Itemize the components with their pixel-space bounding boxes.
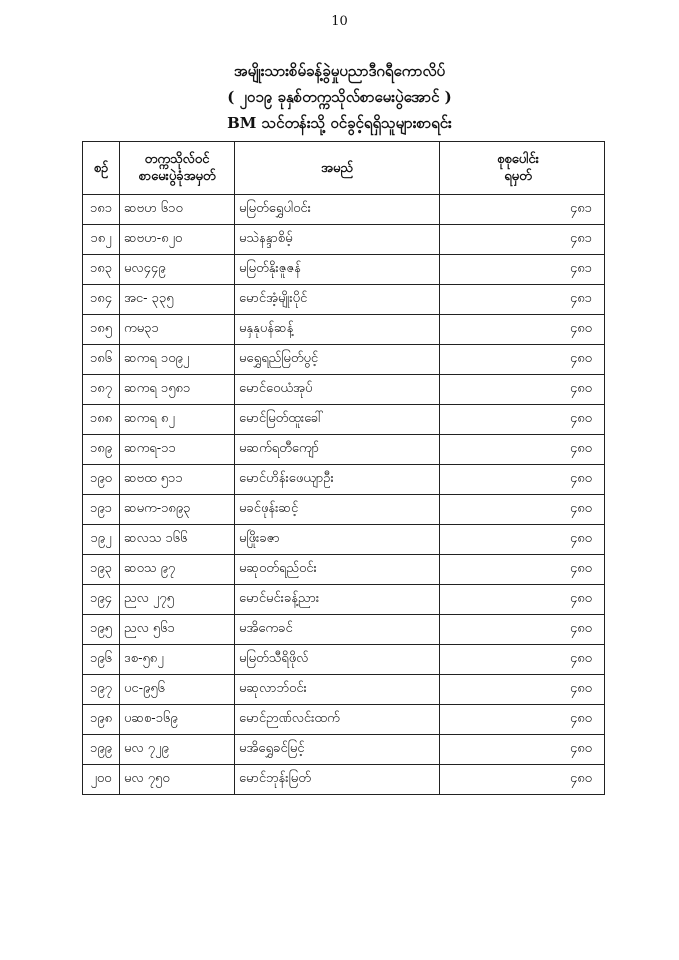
roll-number-cell: မလ၄၄၉ — [120, 255, 235, 285]
total-marks-cell: ၄၈၁ — [440, 195, 605, 225]
total-marks-cell: ၄၈၀ — [440, 555, 605, 585]
header-serial-no: စဉ် — [83, 142, 120, 195]
header-name: အမည် — [235, 142, 440, 195]
serial-no-cell: ၁၈၂ — [83, 225, 120, 255]
roll-number-cell: ဆကရ ၈၂ — [120, 405, 235, 435]
admission-table — [82, 141, 605, 795]
name-cell: မခင်ဖုန်းဆင့် — [235, 495, 440, 525]
total-marks-cell: ၄၈၀ — [440, 645, 605, 675]
total-marks-cell: ၄၈၀ — [440, 465, 605, 495]
page-number: 10 — [331, 14, 348, 29]
roll-number-cell: ပဆစ-၁၆၉ — [120, 705, 235, 735]
roll-number-cell: ပင-၉၅၆ — [120, 675, 235, 705]
roll-number-cell: မလ ၇၅၀ — [120, 765, 235, 795]
table-row — [83, 645, 605, 675]
total-marks-cell: ၄၈၀ — [440, 615, 605, 645]
name-cell: မောင်ဝေယံအုပ် — [235, 375, 440, 405]
table-row — [83, 315, 605, 345]
serial-no-cell: ၁၉၃ — [83, 555, 120, 585]
roll-number-cell: ညလ ၂၇၅ — [120, 585, 235, 615]
serial-no-cell: ၁၈၉ — [83, 435, 120, 465]
total-marks-cell: ၄၈၀ — [440, 435, 605, 465]
name-cell: မနှနုပန်ဆန့် — [235, 315, 440, 345]
table-row — [83, 495, 605, 525]
table-row — [83, 615, 605, 645]
serial-no-cell: ၂၀၀ — [83, 765, 120, 795]
admission-list-title: BM သင်တန်းသို့ ဝင်ခွင့်ရရှိသူများစာရင်း — [227, 114, 452, 132]
serial-no-cell: ၁၉၂ — [83, 525, 120, 555]
name-cell: မအိကေခင် — [235, 615, 440, 645]
roll-number-cell: ဆဗထ ၅၁၁ — [120, 465, 235, 495]
table-row — [83, 765, 605, 795]
name-cell: မောင်မင်းခန့်ညား — [235, 585, 440, 615]
serial-no-cell: ၁၉၈ — [83, 705, 120, 735]
total-marks-cell: ၄၈၀ — [440, 405, 605, 435]
serial-no-cell: ၁၈၆ — [83, 345, 120, 375]
total-marks-cell: ၄၈၀ — [440, 585, 605, 615]
header-total-marks — [440, 142, 605, 195]
name-cell: မဖြိုးခဇာ — [235, 525, 440, 555]
total-marks-cell: ၄၈၀ — [440, 675, 605, 705]
total-marks-cell: ၄၈၁ — [440, 255, 605, 285]
total-marks-cell: ၄၈၁ — [440, 225, 605, 255]
roll-number-cell: ဆကရ ၁၅၈၁ — [120, 375, 235, 405]
serial-no-cell: ၁၉၁ — [83, 495, 120, 525]
name-cell: မောင်ဉာဏ်လင်းထက် — [235, 705, 440, 735]
table-body — [83, 195, 605, 795]
name-cell: မမြတ်သီရိဖိုလ် — [235, 645, 440, 675]
total-marks-cell: ၄၈၀ — [440, 735, 605, 765]
table-row — [83, 435, 605, 465]
table-row — [83, 405, 605, 435]
total-marks-cell: ၄၈၁ — [440, 285, 605, 315]
roll-number-cell: ဆဝသ ၉၇ — [120, 555, 235, 585]
table-row — [83, 195, 605, 225]
exam-year-subtitle: ( ၂၀၁၉ ခုနှစ်တက္ကသိုလ်စာမေးပွဲအောင် ) — [227, 88, 452, 106]
name-cell: မောင်ဟိန်းဖေယျာဦး — [235, 465, 440, 495]
total-marks-cell: ၄၈၀ — [440, 345, 605, 375]
total-marks-cell: ၄၈၀ — [440, 315, 605, 345]
serial-no-cell: ၁၈၄ — [83, 285, 120, 315]
header-marks-line2: ရမှတ် — [504, 169, 532, 184]
roll-number-cell: ဆဗဟ ၆၁၀ — [120, 195, 235, 225]
total-marks-cell: ၄၈၀ — [440, 705, 605, 735]
table-row — [83, 675, 605, 705]
table-row — [83, 465, 605, 495]
roll-number-cell: အင- ၃၃၅ — [120, 285, 235, 315]
name-cell: မောင်ဘုန်းမြတ် — [235, 765, 440, 795]
roll-number-cell: ကမ၃၁ — [120, 315, 235, 345]
name-cell: မအိရွှေခင်မြင့် — [235, 735, 440, 765]
roll-number-cell: ဆကရ-၁၁ — [120, 435, 235, 465]
table-row — [83, 705, 605, 735]
total-marks-cell: ၄၈၀ — [440, 765, 605, 795]
name-cell: မရွှေရည်မြတ်ပွင့် — [235, 345, 440, 375]
name-cell: မမြတ်နိုးဇူဇန် — [235, 255, 440, 285]
name-cell: မသဲနန္ဒာစိမ့် — [235, 225, 440, 255]
serial-no-cell: ၁၉၆ — [83, 645, 120, 675]
header-roll-line2: စာမေးပွဲခုံအမှတ် — [138, 169, 216, 184]
table-row — [83, 555, 605, 585]
table-row — [83, 345, 605, 375]
name-cell: မောင်မြတ်ထူးခေါ် — [235, 405, 440, 435]
roll-number-cell: ဆမက-၁၈၉၃ — [120, 495, 235, 525]
table-row — [83, 285, 605, 315]
serial-no-cell: ၁၈၅ — [83, 315, 120, 345]
roll-number-cell: ဆဗဟ-၈၂၀ — [120, 225, 235, 255]
table-row — [83, 525, 605, 555]
table-row — [83, 585, 605, 615]
serial-no-cell: ၁၉၅ — [83, 615, 120, 645]
header-marks-line1: စုစုပေါင်း — [497, 152, 539, 167]
roll-number-cell: ညလ ၅၆၁ — [120, 615, 235, 645]
name-cell: မမြတ်ရွှေပါဝင်း — [235, 195, 440, 225]
total-marks-cell: ၄၈၀ — [440, 375, 605, 405]
serial-no-cell: ၁၈၇ — [83, 375, 120, 405]
serial-no-cell: ၁၉၇ — [83, 675, 120, 705]
college-title: အမျိုးသားစိမ်ခန့်ခွဲမှုပညာဒီဂရီကောလိပ် — [233, 62, 446, 80]
serial-no-cell: ၁၉၄ — [83, 585, 120, 615]
serial-no-cell: ၁၈၁ — [83, 195, 120, 225]
name-cell: မဆက်ရတီကျော် — [235, 435, 440, 465]
total-marks-cell: ၄၈၀ — [440, 525, 605, 555]
serial-no-cell: ၁၈၈ — [83, 405, 120, 435]
serial-no-cell: ၁၉၉ — [83, 735, 120, 765]
name-cell: မဆုဝတ်ရည်ဝင်း — [235, 555, 440, 585]
header-roll-line1: တက္ကသိုလ်ဝင် — [144, 152, 210, 167]
roll-number-cell: ဆကရ ၁၀၉၂ — [120, 345, 235, 375]
roll-number-cell: မလ ၇၂၉ — [120, 735, 235, 765]
table-header-row — [83, 142, 605, 195]
document-title-block — [0, 58, 679, 136]
name-cell: မဆုလာဘ်ဝင်း — [235, 675, 440, 705]
header-roll-number — [120, 142, 235, 195]
name-cell: မောင်အံ့မျိုးပိုင် — [235, 285, 440, 315]
total-marks-cell: ၄၈၀ — [440, 495, 605, 525]
table-row — [83, 225, 605, 255]
table-row — [83, 375, 605, 405]
roll-number-cell: ဒစ-၅၈၂ — [120, 645, 235, 675]
roll-number-cell: ဆလသ ၁၆၆ — [120, 525, 235, 555]
table-row — [83, 735, 605, 765]
serial-no-cell: ၁၉၀ — [83, 465, 120, 495]
serial-no-cell: ၁၈၃ — [83, 255, 120, 285]
table-row — [83, 255, 605, 285]
